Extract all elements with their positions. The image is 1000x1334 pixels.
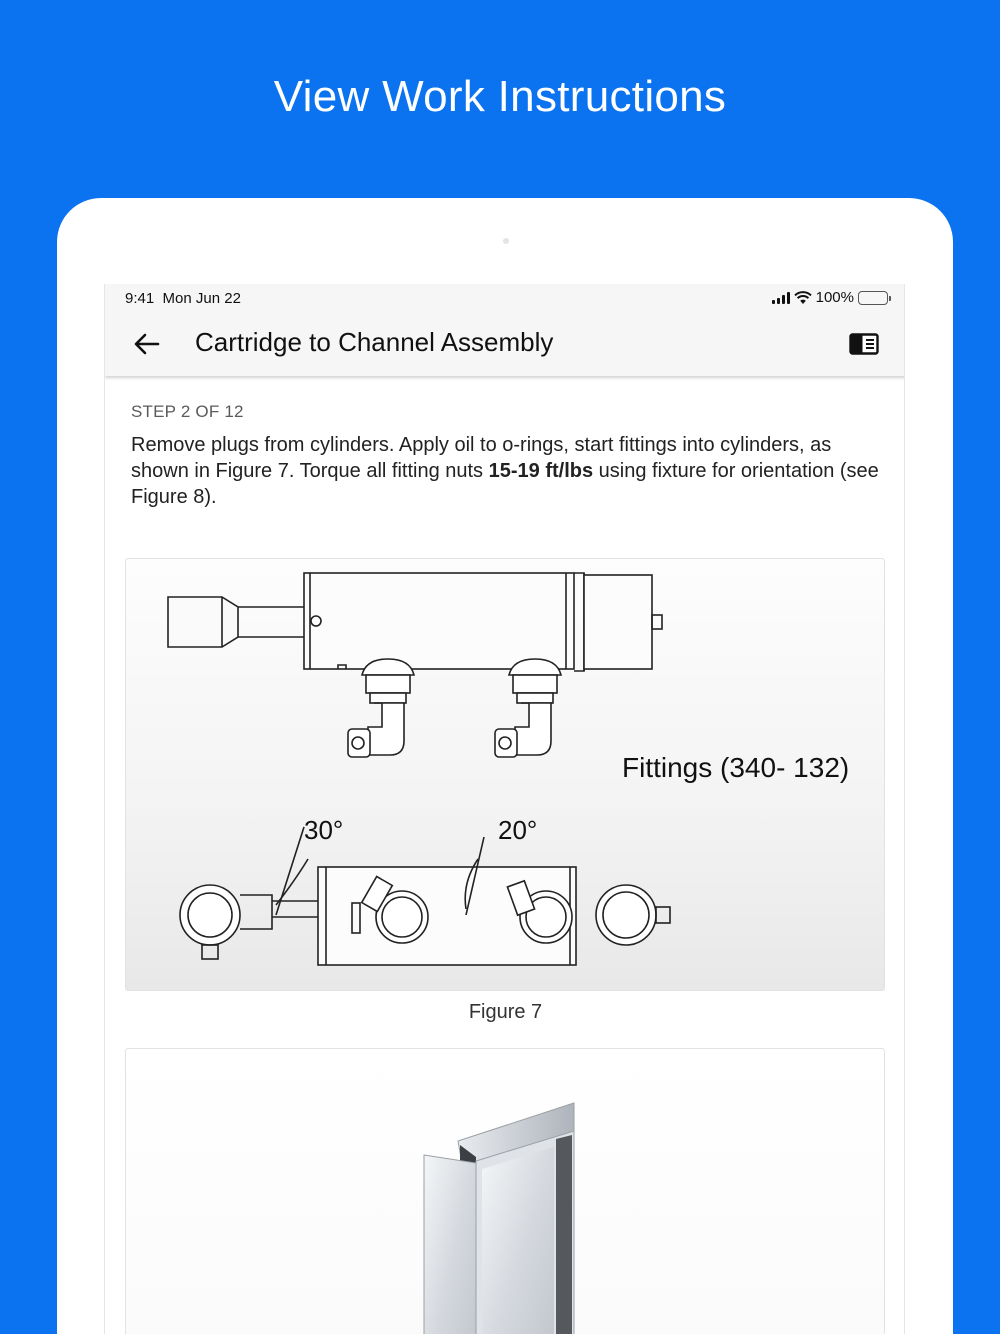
app-screen: [104, 284, 905, 1334]
figure-8-image[interactable]: [125, 1048, 885, 1334]
battery-icon: [858, 291, 888, 305]
signal-icon: [772, 292, 790, 304]
app-bar: [105, 284, 905, 376]
step-instruction: Remove plugs from cylinders. Apply oil to o-rings, start fittings into cylinders, as shown in Figure 7. Torque all fitting nuts 15-19 ft/lbs using fixture for orientation (see Figure 8).: [131, 434, 879, 508]
side-panel-icon: [849, 333, 879, 355]
torque-value: 15-19 ft/lbs: [488, 460, 594, 482]
camera-dot: [503, 238, 509, 244]
angle-30-label: 30°: [304, 815, 344, 845]
toggle-panel-button[interactable]: [848, 330, 880, 358]
page-title: Cartridge to Channel Assembly: [195, 327, 554, 357]
cylinder-diagram: [126, 559, 885, 991]
status-time: 9:41 Mon Jun 22: [125, 290, 241, 307]
glass-clamp-photo: [126, 1049, 885, 1334]
headline: View Work Instructions: [273, 72, 727, 121]
wifi-icon: [794, 291, 812, 305]
back-button[interactable]: [131, 328, 163, 360]
arrow-left-icon: [134, 333, 160, 355]
step-counter: STEP 2 OF 12: [131, 402, 244, 421]
battery-percent: 100%: [815, 289, 854, 306]
angle-20-label: 20°: [498, 815, 538, 845]
figure-7-image[interactable]: [125, 558, 885, 991]
status-indicators: [772, 289, 888, 306]
fittings-label: Fittings (340- 132): [622, 752, 850, 783]
figure-7-caption: Figure 7: [468, 1001, 543, 1023]
